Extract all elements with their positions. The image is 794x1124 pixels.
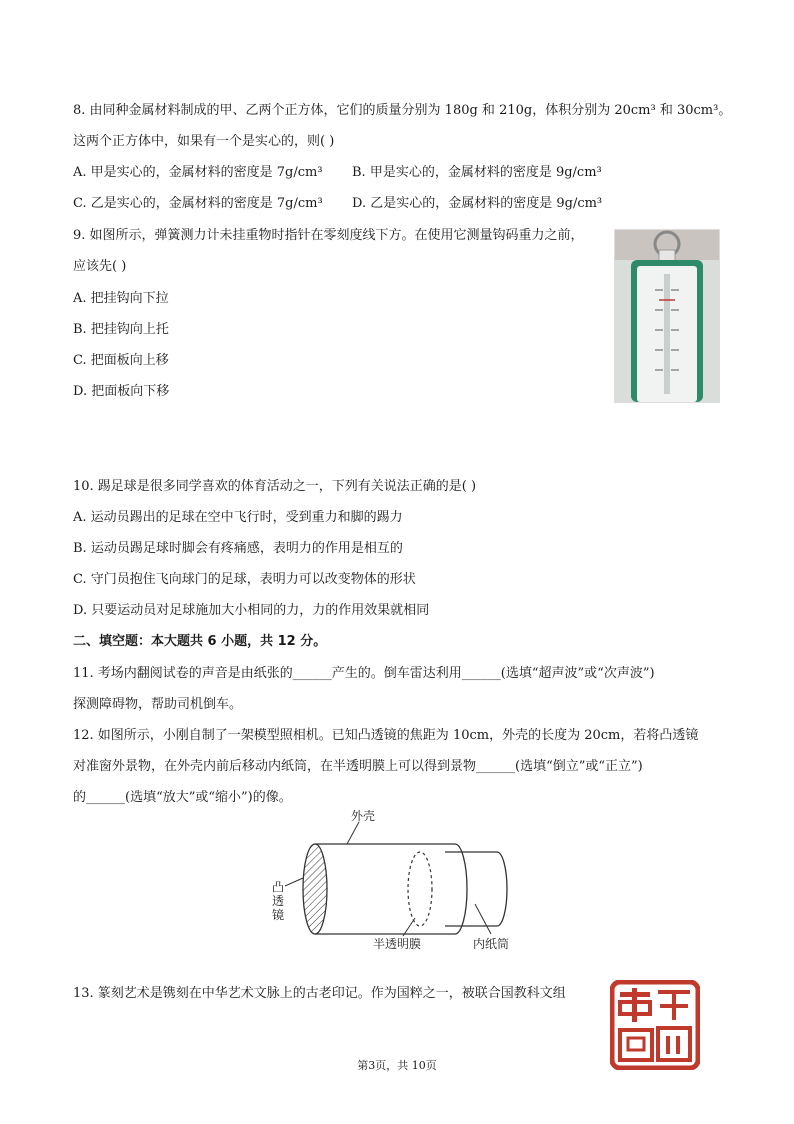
q13-stem-line1: 13. 篆刻艺术是镌刻在中华艺术文脉上的古老印记。作为国粹之一，被联合国教科文组: [73, 986, 566, 1001]
q11-stem-line2: 探测障碍物，帮助司机倒车。: [73, 697, 243, 712]
spring-scale-photo: [614, 229, 720, 403]
q8-stem-line2: 这两个正方体中，如果有一个是实心的，则( ): [73, 134, 335, 149]
q10-option-d: D. 只要运动员对足球施加大小相同的力，力的作用效果就相同: [73, 603, 430, 618]
label-film: 半透明膜: [373, 937, 422, 951]
camera-model-diagram: [265, 808, 535, 956]
q8-option-b: B. 甲是实心的，金属材料的密度是 9g/cm³: [352, 165, 602, 180]
q12-stem-line1: 12. 如图所示，小刚自制了一架模型照相机。已知凸透镜的焦距为 10cm，外壳的长度为 20cm，若将凸透镜: [73, 728, 699, 743]
label-lens: 凸透镜: [272, 880, 285, 922]
q9-stem-line2: 应该先( ): [73, 259, 127, 274]
q12-stem-line2: 对准窗外景物，在外壳内前后移动内纸筒，在半透明膜上可以得到景物______(选填“倒立”或“正立”): [73, 759, 643, 774]
q8-option-a: A. 甲是实心的，金属材料的密度是 7g/cm³: [73, 165, 323, 180]
q8-option-c: C. 乙是实心的，金属材料的密度是 7g/cm³: [73, 196, 323, 211]
q8-stem-line1: 8. 由同种金属材料制成的甲、乙两个正方体，它们的质量分别为 180g 和 210g，体积分别为 20cm³ 和 30cm³。: [73, 103, 732, 118]
q10-stem: 10. 踢足球是很多同学喜欢的体育活动之一，下列有关说法正确的是( ): [73, 479, 477, 494]
q9-option-a: A. 把挂钩向下拉: [73, 291, 169, 306]
label-tube: 内纸筒: [473, 937, 510, 951]
page-footer: 第3页，共 10页: [357, 1059, 437, 1072]
q11-stem-line1: 11. 考场内翻阅试卷的声音是由纸张的______产生的。倒车雷达利用______(选填“超声波”或“次声波”): [73, 666, 655, 681]
q8-option-d: D. 乙是实心的，金属材料的密度是 9g/cm³: [352, 196, 603, 211]
q9-stem-line1: 9. 如图所示，弹簧测力计未挂重物时指针在零刻度线下方。在使用它测量钩码重力之前，: [73, 228, 584, 243]
q12-stem-line3: 的______(选填“放大”或“缩小”)的像。: [73, 790, 292, 805]
q10-option-a: A. 运动员踢出的足球在空中飞行时，受到重力和脚的踢力: [73, 510, 403, 525]
q9-option-b: B. 把挂钩向上托: [73, 322, 169, 337]
q10-option-c: C. 守门员抱住飞向球门的足球，表明力可以改变物体的形状: [73, 572, 416, 587]
q10-option-b: B. 运动员踢足球时脚会有疼痛感，表明力的作用是相互的: [73, 541, 403, 556]
q9-option-c: C. 把面板向上移: [73, 353, 169, 368]
label-shell: 外壳: [351, 809, 376, 823]
q9-option-d: D. 把面板向下移: [73, 384, 170, 399]
section-header-fill-in: 二、填空题：本大题共 6 小题，共 12 分。: [73, 634, 327, 649]
